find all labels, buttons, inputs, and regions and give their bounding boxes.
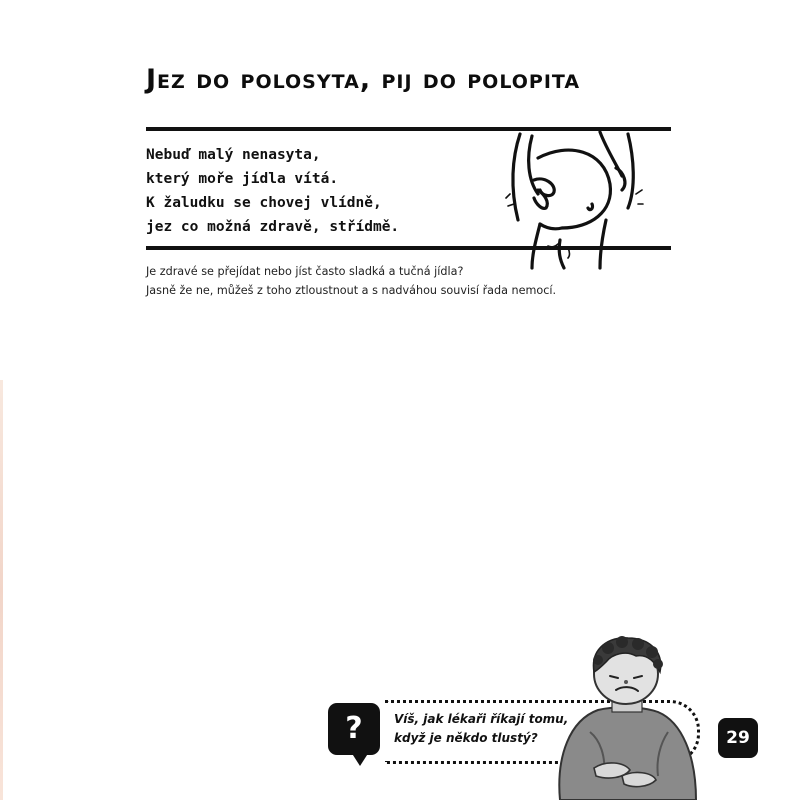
question-text [394,710,568,748]
page-edge-decoration [0,380,3,800]
poem [146,143,486,239]
body-text [146,262,666,300]
poem-line: Nebuď malý nenasyta, [146,147,321,163]
boy-illustration [550,636,700,800]
body-line: Je zdravé se přejídat nebo jíst často sladká a tučná jídla? [146,265,464,278]
page-number: 29 [726,728,750,748]
question-badge-tail [351,752,369,766]
question-mark-icon: ? [345,711,363,746]
poem-line: K žaludku se chovej vlídně, [146,195,382,211]
poem-line: jez co možná zdravě, střídmě. [146,219,400,235]
question-line: Víš, jak lékaři říkají tomu, [394,712,569,726]
bottom-divider [146,246,671,250]
body-line: Jasně že ne, můžeš z toho ztloustnout a s nadváhou souvisí řada nemocí. [146,284,557,297]
page-number-badge [718,718,758,758]
question-badge [328,703,380,755]
poem-line: který moře jídla vítá. [146,171,339,187]
page-title: Jez do polosyta, pij do polopita [146,64,581,95]
question-line: když je někdo tlustý? [394,731,538,745]
